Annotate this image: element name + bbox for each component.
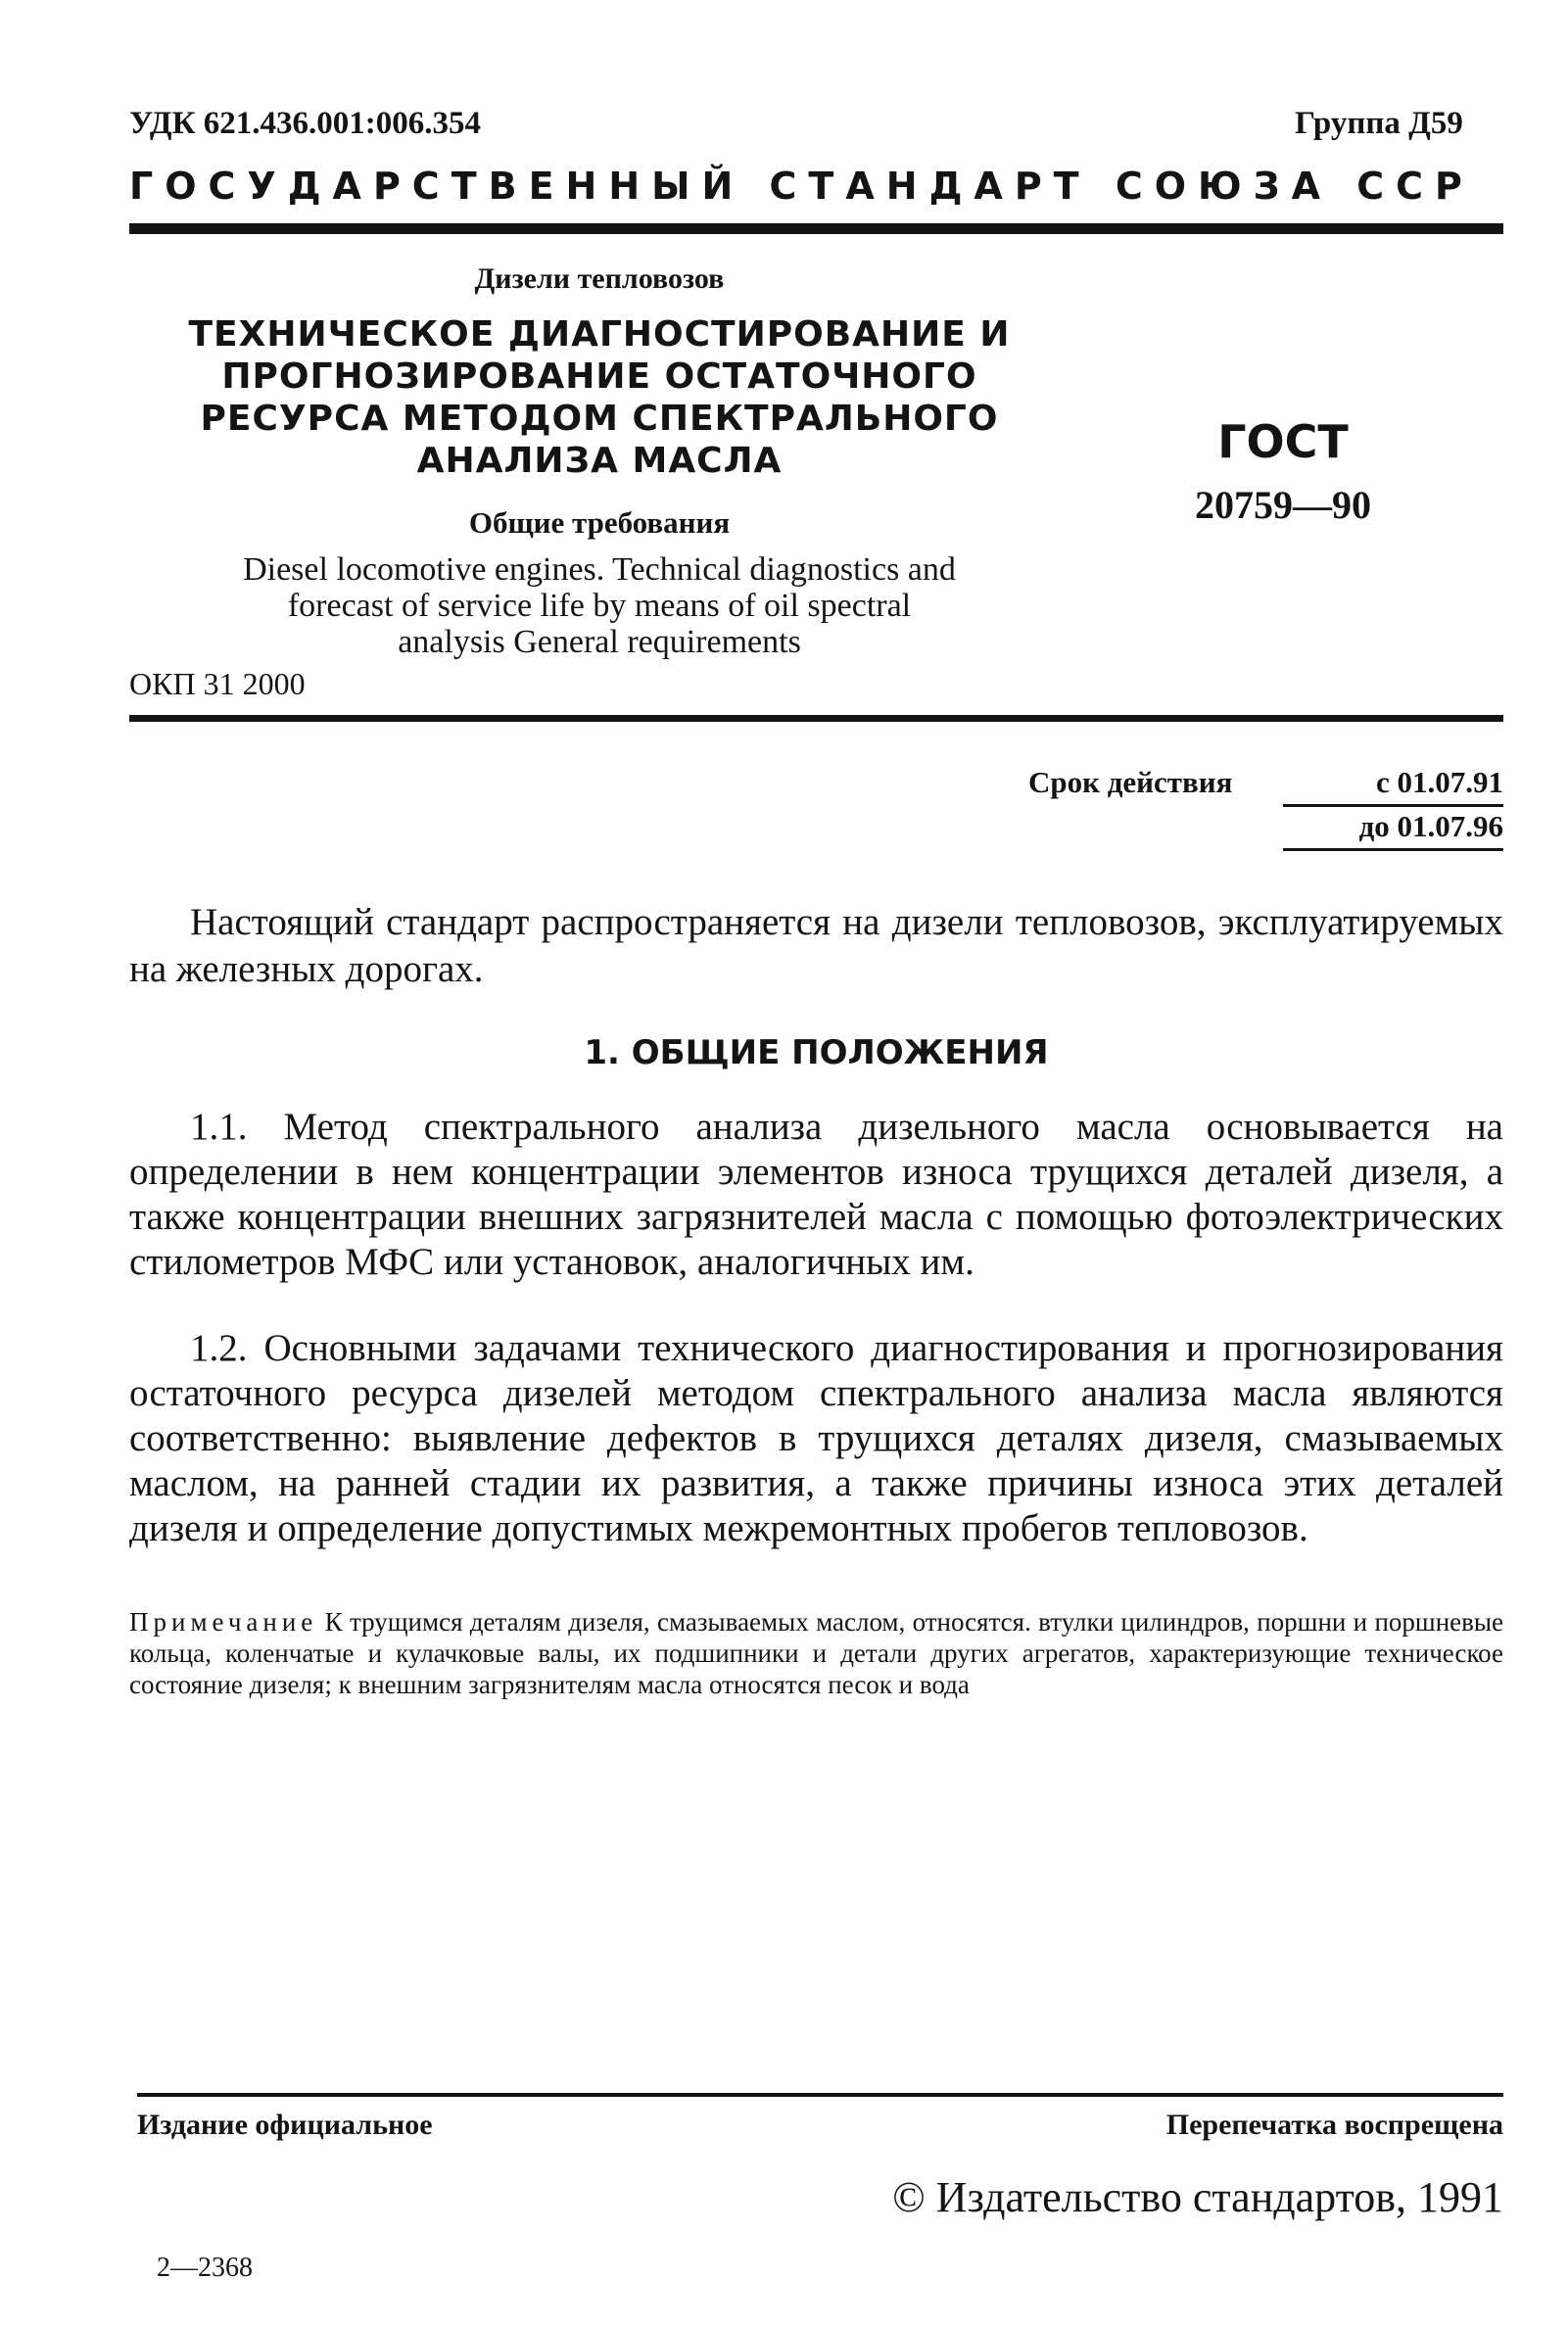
english-title (129, 551, 1069, 660)
paragraph-1-2 (129, 1326, 1503, 1551)
intro-paragraph (129, 899, 1503, 993)
validity-label: Срок действия (1028, 765, 1233, 799)
validity-divider (1283, 804, 1503, 807)
copyright-notice: © Издательство стандартов, 1991 (892, 2173, 1503, 2221)
gost-number: 20759—90 (1195, 483, 1371, 527)
section-heading: 1. ОБЩИЕ ПОЛОЖЕНИЯ (584, 1033, 1049, 1072)
title-line: ПРОГНОЗИРОВАНИЕ ОСТАТОЧНОГО (221, 356, 977, 397)
okp-code: ОКП 31 2000 (129, 666, 306, 701)
reprint-notice: Перепечатка воспрещена (1165, 2109, 1503, 2141)
group-code: Группа Д59 (1295, 106, 1463, 141)
english-title-line: forecast of service life by means of oil spectral (287, 588, 912, 624)
title-block-rule (129, 715, 1503, 722)
state-standard-heading: ГОСУДАРСТВЕННЫЙ СТАНДАРТ СОЮЗА ССР (129, 165, 1474, 208)
paragraph-1-1 (129, 1105, 1503, 1285)
footer-rule (137, 2093, 1503, 2097)
note-text: К трущимся деталям дизеля, смазываемых маслом, относятся. втулки цилиндров, поршни и поршневые кольца, коленчатые и кулачковые валы, их подшипники и детали других агрегатов, характеризующие техническое состояние дизеля; к внешним загрязнителям масла относятся песок и вода (129, 1607, 1504, 1699)
paragraph-1-2-text: 1.2. Основными задачами технического диагностирования и прогнозирования остаточного ресурса дизелей методом спектрального анализа масла являются соответственно: выявление дефектов в трущихся деталях дизеля, смазываемых маслом, на ранней стадии их развития, а также причины износа этих деталей дизеля и определение допустимых межремонтных пробегов тепловозов. (129, 1327, 1503, 1549)
print-code: 2—2368 (157, 2253, 253, 2283)
note-label: Примечание (129, 1607, 318, 1637)
intro-text: Настоящий стандарт распространяется на дизели тепловозов, эксплуатируемых на железных дорогах. (129, 901, 1503, 990)
english-title-line: analysis General requirements (398, 624, 801, 660)
title-line: ТЕХНИЧЕСКОЕ ДИАГНОСТИРОВАНИЕ И (188, 314, 1011, 355)
note (129, 1606, 1503, 1700)
udk-code: УДК 621.436.001:006.354 (129, 106, 482, 141)
header-rule (129, 223, 1503, 234)
title-line: РЕСУРСА МЕТОДОМ СПЕКТРАЛЬНОГО (200, 399, 999, 439)
paragraph-1-1-text: 1.1. Метод спектрального анализа дизельного масла основывается на определении в нем концентрации элементов износа трущихся деталей дизеля, а также концентрации внешних загрязнителей масла с помощью фотоэлектрических стилометров МФС или установок, аналогичных им. (129, 1106, 1503, 1283)
edition-label: Издание официальное (137, 2109, 433, 2141)
validity-to: до 01.07.96 (1358, 809, 1503, 843)
validity-from: с 01.07.91 (1375, 765, 1503, 799)
gost-label: ГОСТ (1217, 415, 1349, 468)
subject-heading: Дизели тепловозов (474, 262, 725, 295)
english-title-line: Diesel locomotive engines. Technical diagnostics and (243, 551, 956, 588)
document-subtitle: Общие требования (468, 505, 731, 540)
document-title (129, 313, 1069, 482)
validity-underline (1283, 848, 1503, 851)
title-line: АНАЛИЗА МАСЛА (416, 441, 783, 481)
